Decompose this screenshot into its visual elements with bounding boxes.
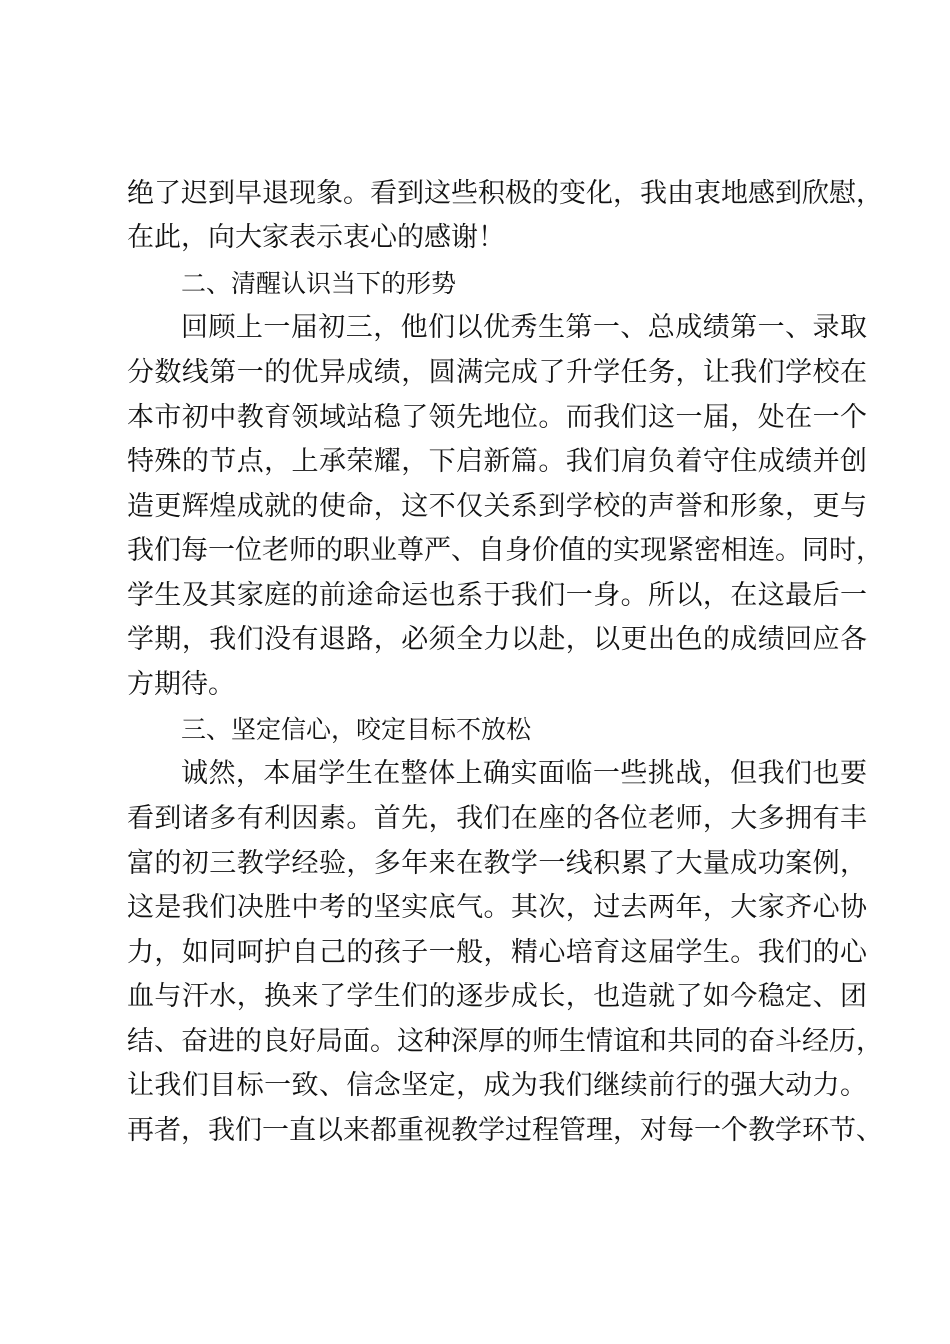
paragraph-line: 富的初三教学经验，多年来在教学一线积累了大量成功案例， — [127, 848, 867, 879]
paragraph-line: 血与汗水，换来了学生们的逐步成长，也造就了如今稳定、团 — [127, 981, 867, 1012]
paragraph-line: 再者，我们一直以来都重视教学过程管理，对每一个教学环节、 — [127, 1115, 883, 1146]
section-heading: 二、清醒认识当下的形势 — [181, 269, 457, 298]
paragraph-line: 学生及其家庭的前途命运也系于我们一身。所以，在这最后一 — [127, 580, 867, 611]
paragraph-line: 造更辉煌成就的使命，这不仅关系到学校的声誉和形象，更与 — [127, 491, 867, 522]
paragraph-line: 回顾上一届初三，他们以优秀生第一、总成绩第一、录取 — [181, 312, 867, 343]
paragraph-line: 绝了迟到早退现象。看到这些积极的变化，我由衷地感到欣慰， — [127, 178, 883, 209]
paragraph-line: 方期待。 — [127, 669, 235, 700]
paragraph-line: 我们每一位老师的职业尊严、自身价值的实现紧密相连。同时， — [127, 535, 883, 566]
paragraph-line: 学期，我们没有退路，必须全力以赴，以更出色的成绩回应各 — [127, 624, 867, 655]
paragraph-line: 诚然，本届学生在整体上确实面临一些挑战，但我们也要 — [181, 758, 867, 789]
paragraph-line: 在此，向大家表示衷心的感谢！ — [127, 222, 505, 253]
paragraph-line: 看到诸多有利因素。首先，我们在座的各位老师，大多拥有丰 — [127, 803, 867, 834]
paragraph-line: 分数线第一的优异成绩，圆满完成了升学任务，让我们学校在 — [127, 357, 867, 388]
paragraph-line: 让我们目标一致、信念坚定，成为我们继续前行的强大动力。 — [127, 1070, 867, 1101]
paragraph-line: 这是我们决胜中考的坚实底气。其次，过去两年，大家齐心协 — [127, 892, 867, 923]
paragraph-line: 特殊的节点，上承荣耀，下启新篇。我们肩负着守住成绩并创 — [127, 446, 867, 477]
paragraph-line: 力，如同呵护自己的孩子一般，精心培育这届学生。我们的心 — [127, 937, 867, 968]
section-heading: 三、坚定信心，咬定目标不放松 — [181, 715, 532, 744]
paragraph-line: 结、奋进的良好局面。这种深厚的师生情谊和共同的奋斗经历， — [127, 1026, 883, 1057]
paragraph-line: 本市初中教育领域站稳了领先地位。而我们这一届，处在一个 — [127, 402, 867, 433]
